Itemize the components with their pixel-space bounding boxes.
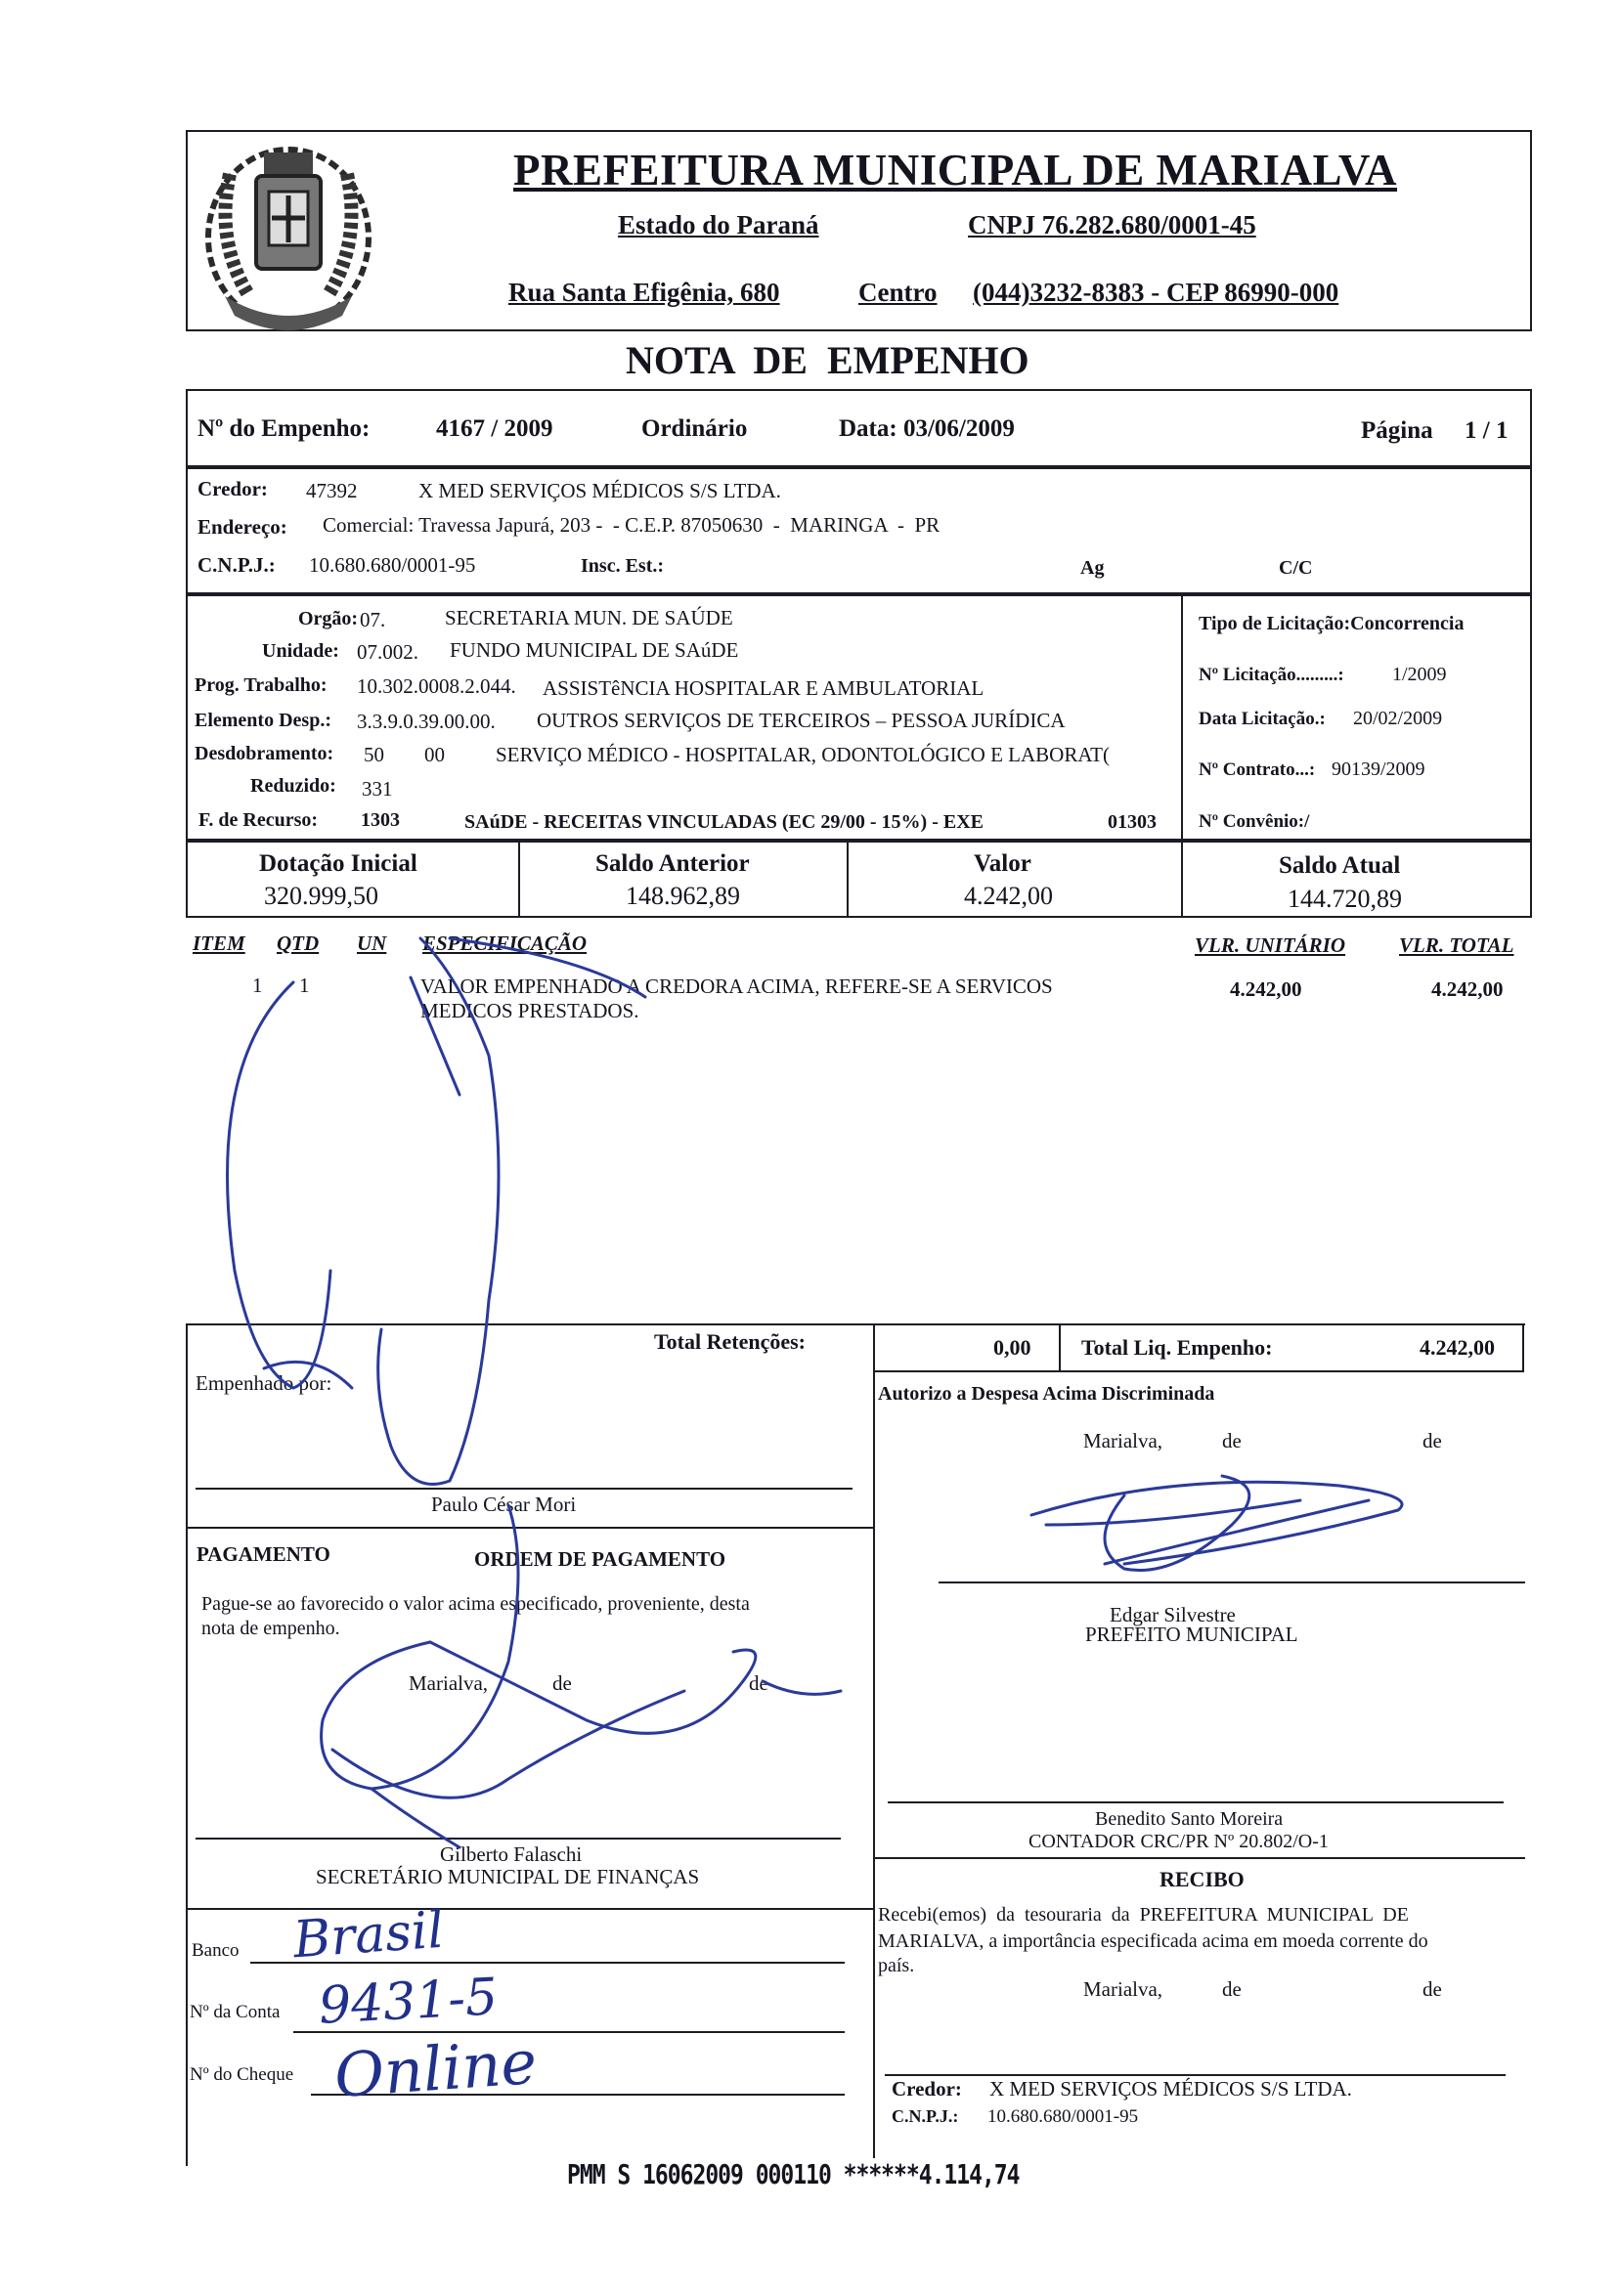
autorizo-de-1: de xyxy=(1222,1429,1242,1452)
header-district: Centro xyxy=(858,278,938,307)
orgao-code: 07. xyxy=(360,608,386,631)
fonte-code: 1303 xyxy=(361,809,400,831)
pagamento-label: PAGAMENTO xyxy=(197,1542,330,1566)
credor-code: 47392 xyxy=(306,479,358,502)
banco-label: Banco xyxy=(192,1940,240,1961)
saldo-atual-label: Saldo Atual xyxy=(1279,852,1401,879)
licitacao-data: 20/02/2009 xyxy=(1353,708,1443,729)
licitacao-numero-label: Nº Licitação.........: xyxy=(1199,665,1344,685)
contrato-value: 90139/2009 xyxy=(1332,758,1425,780)
retencoes-right-line xyxy=(1522,1325,1524,1370)
col-un: UN xyxy=(357,931,387,955)
empenhado-label: Empenhado por: xyxy=(196,1371,332,1395)
pagamento-sign-line xyxy=(196,1838,841,1840)
empenho-number: 4167 / 2009 xyxy=(436,415,553,442)
ordem-label: ORDEM DE PAGAMENTO xyxy=(474,1547,726,1571)
bank-top-line xyxy=(186,1908,873,1910)
fonte-label: F. de Recurso: xyxy=(198,809,319,831)
pagamento-de-1: de xyxy=(552,1671,572,1695)
elemento-name: OUTROS SERVIÇOS DE TERCEIROS – PESSOA JURÍDICA xyxy=(537,709,1066,732)
dotacao-label: Dotação Inicial xyxy=(259,850,417,877)
retencoes-bottom-line xyxy=(873,1370,1524,1372)
contador-role: CONTADOR CRC/PR Nº 20.802/O-1 xyxy=(1028,1831,1329,1852)
recibo-credor: X MED SERVIÇOS MÉDICOS S/S LTDA. xyxy=(989,2077,1352,2101)
credor-recibo-line xyxy=(885,2074,1506,2076)
desdobramento-label: Desdobramento: xyxy=(195,743,334,764)
recibo-title: RECIBO xyxy=(1160,1867,1245,1891)
recibo-cnpj: 10.680.680/0001-95 xyxy=(987,2106,1139,2127)
reduzido-label: Reduzido: xyxy=(250,775,336,797)
col-unit-price: VLR. UNITÁRIO xyxy=(1195,933,1346,957)
recibo-text-2: MARIALVA, a importância especificada acima em moeda corrente do xyxy=(878,1930,1428,1952)
unidade-code: 07.002. xyxy=(357,640,418,664)
dotacao-value: 320.999,50 xyxy=(264,882,378,910)
page-number: 1 / 1 xyxy=(1465,417,1509,444)
elemento-label: Elemento Desp.: xyxy=(195,710,331,731)
header-phone-cep: (044)3232-8383 - CEP 86990-000 xyxy=(973,278,1339,307)
document-title: NOTA DE EMPENHO xyxy=(626,338,1029,382)
reduzido-value: 331 xyxy=(362,777,393,801)
contador-name: Benedito Santo Moreira xyxy=(1095,1808,1284,1830)
autorizo-label: Autorizo a Despesa Acima Discriminada xyxy=(878,1383,1215,1405)
fonte-name: SAúDE - RECEITAS VINCULADAS (EC 29/00 - 15%) - EXE xyxy=(464,811,984,833)
conta-handwritten: 9431-5 xyxy=(317,1968,500,2036)
page-label: Página xyxy=(1361,417,1433,444)
orgao-name: SECRETARIA MUN. DE SAÚDE xyxy=(445,606,733,629)
fonte-code2: 01303 xyxy=(1108,811,1157,833)
empenho-label: Nº do Empenho: xyxy=(197,415,371,442)
empenho-type: Ordinário xyxy=(641,415,748,442)
col-spec: ESPECIFICAÇÃO xyxy=(422,931,588,955)
prefeito-name: Edgar Silvestre xyxy=(1110,1603,1236,1626)
header-street: Rua Santa Efigênia, 680 xyxy=(508,278,780,307)
valor-value: 4.242,00 xyxy=(964,882,1053,910)
pagamento-place: Marialva, xyxy=(409,1671,489,1695)
pagamento-de-2: de xyxy=(749,1671,768,1695)
recibo-top-line xyxy=(873,1857,1525,1859)
cc-label: C/C xyxy=(1279,557,1313,579)
unidade-name: FUNDO MUNICIPAL DE SAúDE xyxy=(450,638,739,662)
autorizo-place: Marialva, xyxy=(1083,1429,1163,1452)
empenhado-sign-line xyxy=(196,1488,853,1490)
empenhado-name: Paulo César Mori xyxy=(431,1493,577,1516)
ag-label: Ag xyxy=(1080,557,1105,579)
lower-middle-edge xyxy=(873,1370,875,2158)
prog-label: Prog. Trabalho: xyxy=(195,674,328,696)
col-qtd: QTD xyxy=(277,931,320,955)
coat-of-arms-icon xyxy=(196,135,381,340)
prog-code: 10.302.0008.2.044. xyxy=(357,674,516,698)
prog-name: ASSISTêNCIA HOSPITALAR E AMBULATORIAL xyxy=(543,676,985,700)
secretario-name: Gilberto Falaschi xyxy=(440,1842,583,1866)
recibo-credor-label: Credor: xyxy=(892,2077,962,2101)
credor-cnpj: 10.680.680/0001-95 xyxy=(309,553,476,577)
recibo-de-1: de xyxy=(1222,1977,1242,2001)
cheque-handwritten: Online xyxy=(331,2025,540,2112)
credor-label: Credor: xyxy=(197,477,268,500)
retencoes-value: 0,00 xyxy=(993,1335,1031,1360)
prefeito-sign-line xyxy=(939,1581,1525,1583)
pagamento-text-2: nota de empenho. xyxy=(201,1618,340,1639)
retencoes-top-line xyxy=(186,1323,1525,1325)
recibo-place: Marialva, xyxy=(1083,1977,1163,2001)
convenio-label: Nº Convênio:/ xyxy=(1199,811,1310,832)
saldo-anterior-value: 148.962,89 xyxy=(626,882,740,910)
prefeito-role: PREFEITO MUNICIPAL xyxy=(1085,1623,1298,1646)
retencoes-divider-2 xyxy=(1059,1325,1061,1370)
lower-left-edge xyxy=(186,1323,188,2166)
address-label: Endereço: xyxy=(197,515,287,539)
desdobramento-name: SERVIÇO MÉDICO - HOSPITALAR, ODONTOLÓGICO E LABORAT( xyxy=(496,743,1110,766)
totals-divider-1 xyxy=(518,841,520,918)
totals-divider-2 xyxy=(847,841,849,918)
header-state: Estado do Paraná xyxy=(618,210,819,239)
liquido-value: 4.242,00 xyxy=(1420,1335,1495,1360)
item-total: 4.242,00 xyxy=(1431,977,1504,1001)
recibo-text-1: Recebi(emos) da tesouraria da PREFEITURA MUNICIPAL DE xyxy=(878,1904,1409,1926)
budget-divider xyxy=(1181,594,1183,841)
banco-handwritten: Brasil xyxy=(291,1900,446,1971)
recibo-de-2: de xyxy=(1422,1977,1442,2001)
item-qtd: 1 xyxy=(299,974,310,997)
credor-address: Comercial: Travessa Japurá, 203 - - C.E.P. 87050630 - MARINGA - PR xyxy=(323,513,941,537)
recibo-cnpj-label: C.N.P.J.: xyxy=(892,2106,959,2126)
item-desc-1: VALOR EMPENHADO A CREDORA ACIMA, REFERE-SE A SERVICOS xyxy=(420,975,1053,998)
totals-divider-3 xyxy=(1181,841,1183,918)
licitacao-data-label: Data Licitação.: xyxy=(1199,709,1326,729)
elemento-code: 3.3.9.0.39.00.00. xyxy=(357,710,496,733)
valor-label: Valor xyxy=(974,850,1031,877)
item-number: 1 xyxy=(252,974,263,997)
item-desc-2: MEDICOS PRESTADOS. xyxy=(420,999,639,1022)
pagamento-top-line xyxy=(186,1527,873,1529)
saldo-anterior-label: Saldo Anterior xyxy=(595,850,750,877)
page-title: PREFEITURA MUNICIPAL DE MARIALVA xyxy=(513,146,1398,195)
conta-label: Nº da Conta xyxy=(190,2002,281,2022)
desdobramento-code2: 00 xyxy=(424,743,445,766)
cnpj-label: C.N.P.J.: xyxy=(197,553,276,577)
orgao-label: Orgão: xyxy=(298,608,359,629)
credor-name: X MED SERVIÇOS MÉDICOS S/S LTDA. xyxy=(418,479,781,502)
empenho-date: Data: 03/06/2009 xyxy=(839,415,1015,442)
contrato-label: Nº Contrato...: xyxy=(1199,759,1316,780)
liquido-label: Total Liq. Empenho: xyxy=(1081,1335,1273,1360)
saldo-atual-value: 144.720,89 xyxy=(1288,885,1402,913)
insc-label: Insc. Est.: xyxy=(581,555,665,577)
autorizo-de-2: de xyxy=(1422,1429,1442,1452)
desdobramento-code1: 50 xyxy=(364,743,384,766)
col-total: VLR. TOTAL xyxy=(1399,933,1514,957)
item-unit-price: 4.242,00 xyxy=(1230,977,1302,1001)
col-item: ITEM xyxy=(193,931,245,955)
unidade-label: Unidade: xyxy=(262,640,339,662)
header-divider xyxy=(186,329,1532,331)
retencoes-label: Total Retenções: xyxy=(654,1329,806,1354)
licitacao-tipo: Tipo de Licitação:Concorrencia xyxy=(1199,613,1465,634)
retencoes-divider-1 xyxy=(873,1325,875,1370)
pagamento-text-1: Pague-se ao favorecido o valor acima especificado, proveniente, desta xyxy=(201,1593,750,1615)
licitacao-numero: 1/2009 xyxy=(1392,664,1447,685)
payment-stamp: PMM S 16062009 000110 ******4.114,74 xyxy=(567,2160,1020,2191)
recibo-text-3: país. xyxy=(878,1955,915,1976)
cheque-label: Nº do Cheque xyxy=(190,2064,294,2085)
header-cnpj: CNPJ 76.282.680/0001-45 xyxy=(968,210,1256,239)
contador-sign-line xyxy=(888,1801,1504,1803)
secretario-role: SECRETÁRIO MUNICIPAL DE FINANÇAS xyxy=(316,1865,700,1888)
